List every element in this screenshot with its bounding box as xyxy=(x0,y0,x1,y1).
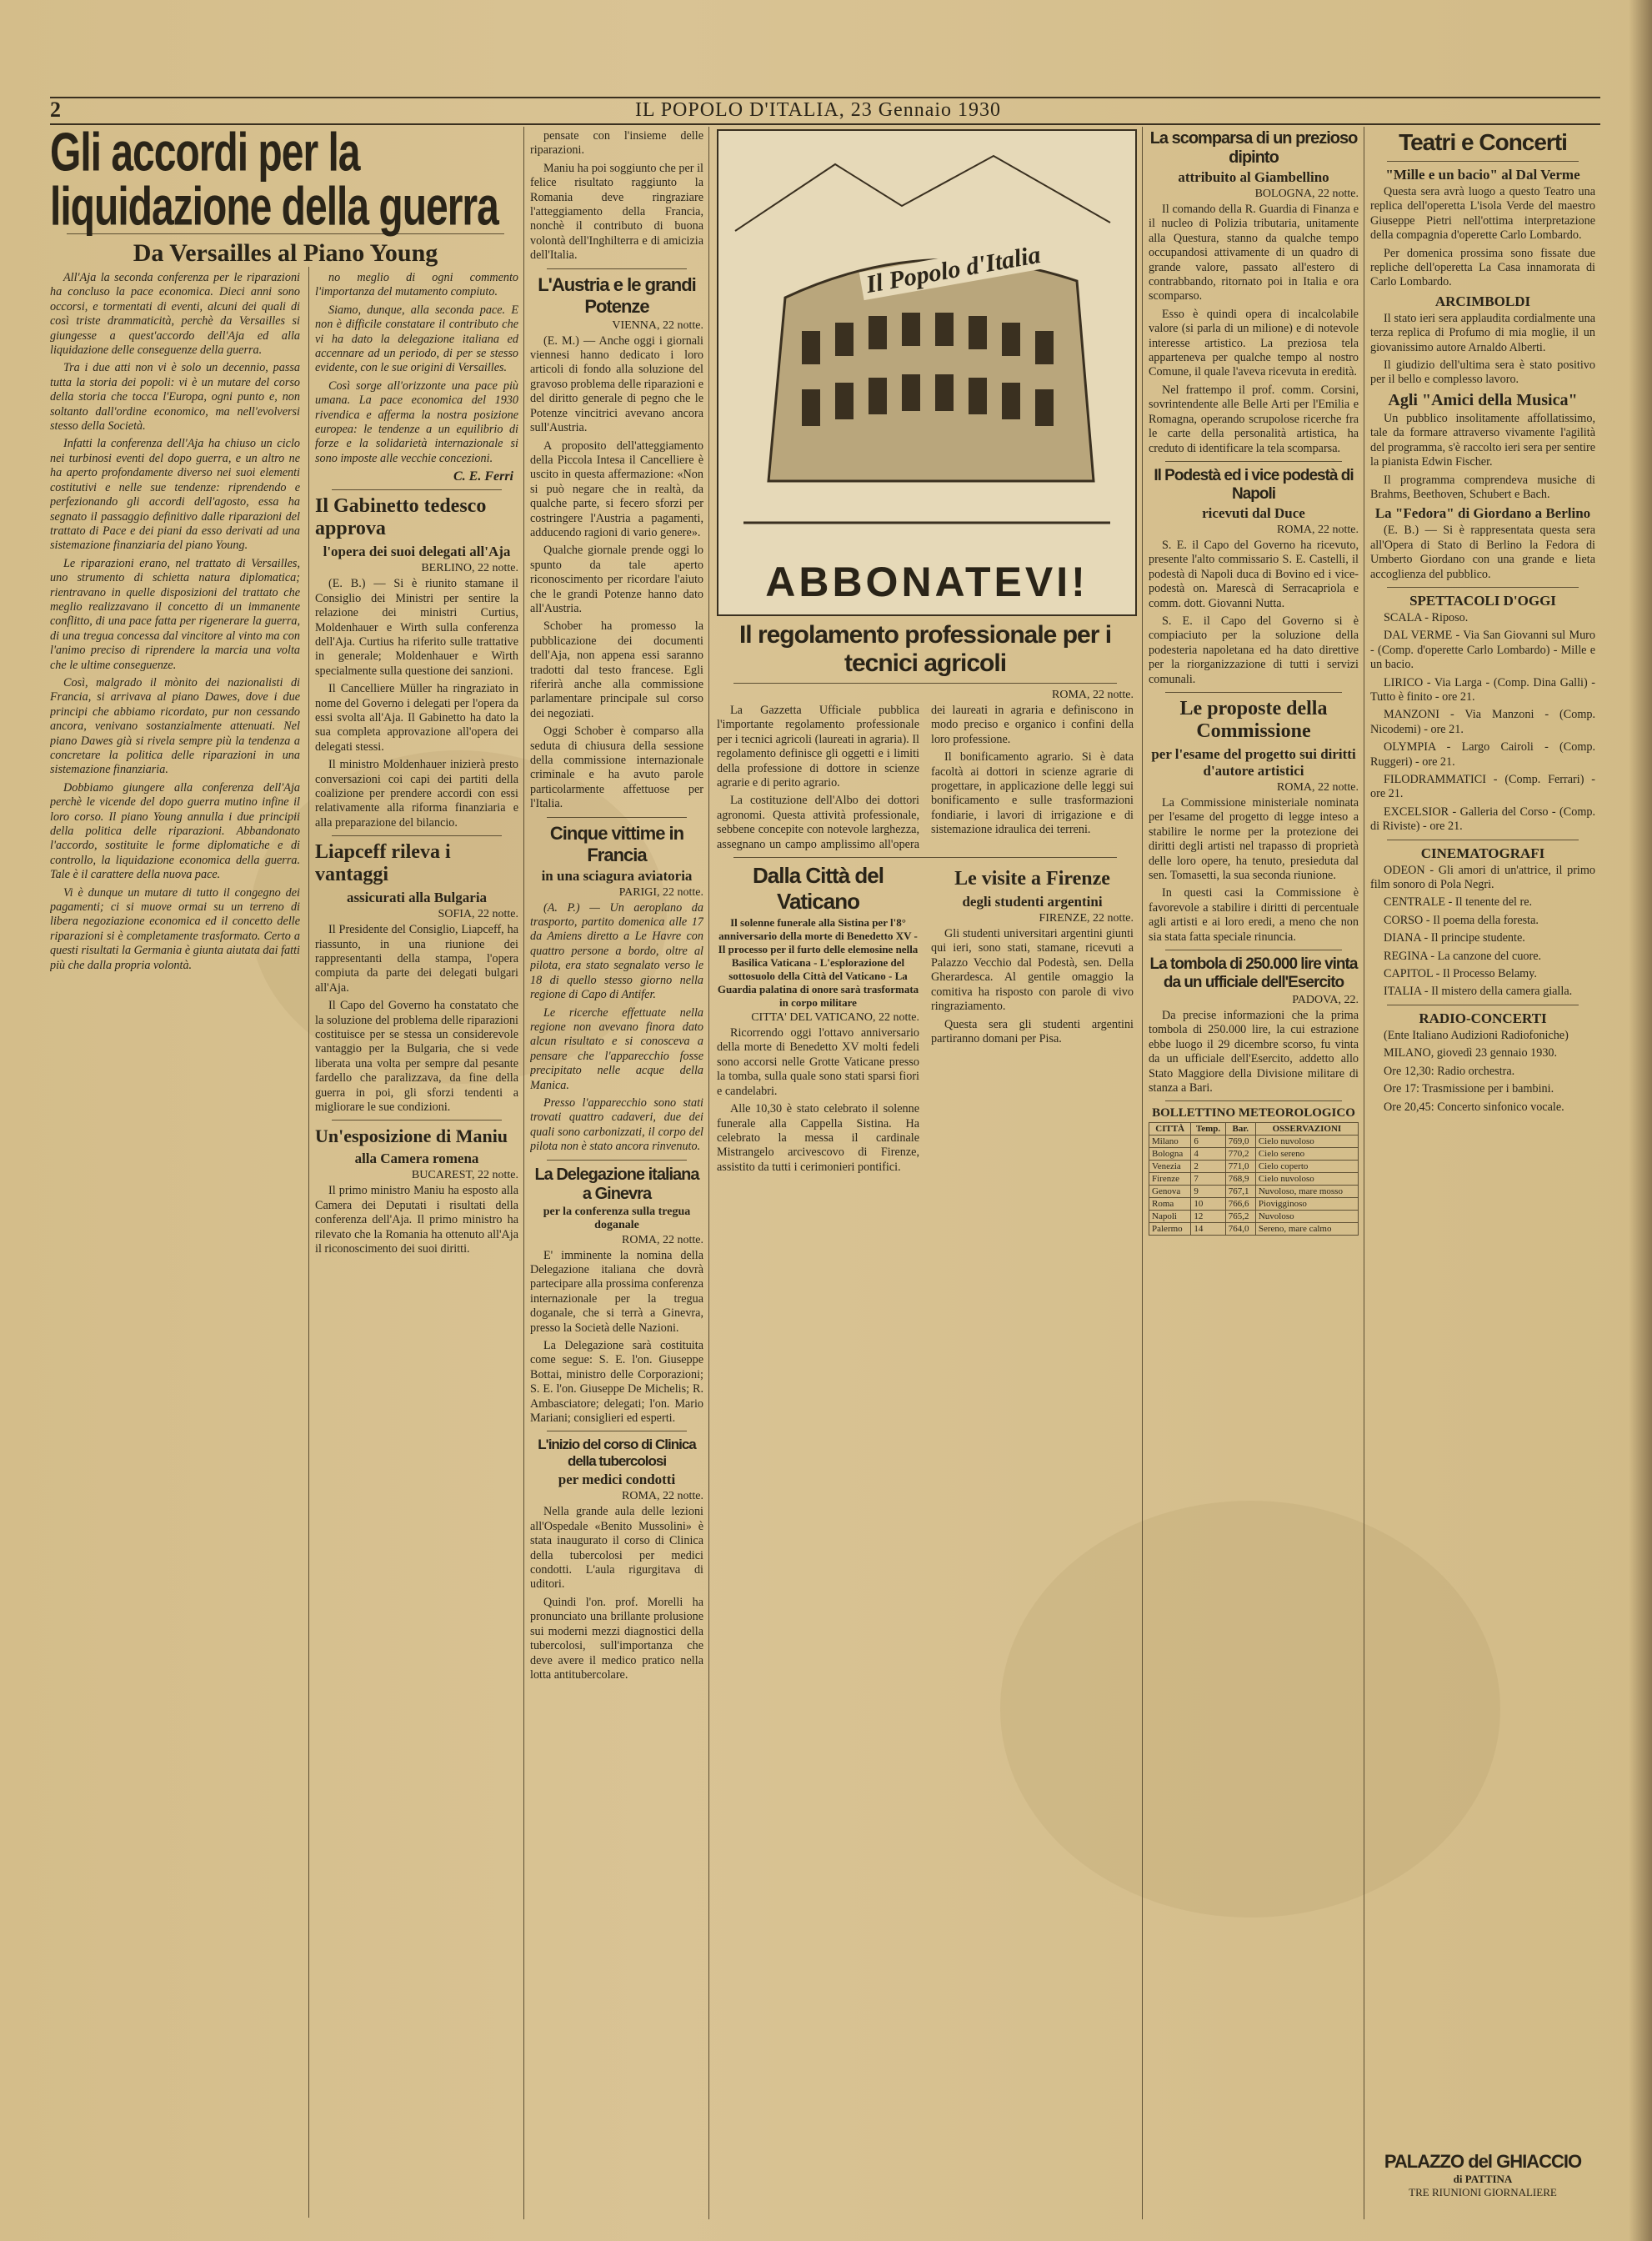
paragraph: In questi casi la Commissione è favorevole a stabilire i diritti di percentuale agli artisti e ai loro eredi, a meno che non sia stata fatta speciale rinuncia. xyxy=(1149,886,1359,944)
divider xyxy=(1165,692,1342,693)
listing-line: EXCELSIOR - Galleria del Corso - (Comp. di Riviste) - ore 21. xyxy=(1370,805,1595,834)
story-subhead: per l'esame del progetto sui diritti d'autore artistici xyxy=(1151,745,1356,779)
story-subhead: alla Camera romena xyxy=(354,1151,479,1167)
table-row xyxy=(1149,1198,1359,1211)
divider xyxy=(1165,461,1342,462)
story-headline: Il Gabinetto tedesco approva xyxy=(315,495,487,540)
listing-line: DIANA - Il principe studente. xyxy=(1384,931,1525,945)
paragraph: (E. B.) — Si è rappresentata questa sera all'Opera di Stato di Berlino la Fedora di Umberto Giordano con una grande e lieta accoglienza del pubblico. xyxy=(1370,524,1595,581)
table-cell: 766,6 xyxy=(1225,1198,1255,1211)
table-cell: 10 xyxy=(1191,1198,1225,1211)
table-row xyxy=(1149,1148,1359,1161)
table-cell: 768,9 xyxy=(1225,1173,1255,1186)
paragraph: Così sorge all'orizzonte una pace più umana. La pace economica del 1930 rivendica e afferma la nostra posizione europea: le tendenze a un equilibrio di forze e la solidarietà internazionale si sono imposte alle vecchie concezioni. xyxy=(315,379,518,465)
divider xyxy=(733,857,1117,858)
section-heading: "Mille e un bacio" al Dal Verme xyxy=(1385,167,1580,183)
lower-stories xyxy=(717,863,1134,1178)
table-cell: Sereno, mare calmo xyxy=(1255,1223,1358,1236)
ad-sub: di PATTINA xyxy=(1453,2173,1513,2185)
divider xyxy=(332,835,502,836)
subscription-poster xyxy=(717,129,1137,616)
top-rule xyxy=(50,123,1600,125)
vatican-story xyxy=(717,863,919,1178)
paragraph: Il Presidente del Consiglio, Liapceff, ha riassunto, in una riunione dei rappresentanti della stampa, l'opera compiuta da parte dei delegati bulgari all'Aja. xyxy=(315,923,518,995)
paragraph: (E. M.) — Anche oggi i giornali viennesi hanno dedicato i loro articoli di fondo alla soluzione del gravoso problema delle riparazioni e del diritto generale di pegno che le Potenze vincitrici avevano ancora sull'Austria. xyxy=(530,333,703,435)
table-cell: Cielo nuvoloso xyxy=(1255,1173,1358,1186)
paragraph: La Delegazione sarà costituita come segue: S. E. l'on. Giuseppe Bottai, ministro delle Corporazioni; S. E. l'on. Giuseppe De Michelis; R. Ambasciatore; delegati; l'on. Mario Mariani; consiglieri ed esperti. xyxy=(530,1339,703,1426)
paragraph: Gli studenti universitari argentini giunti qui ieri, sono stati, stamane, ricevuti a Palazzo Vecchio dal Podestà, sen. Della Gherardesca. Al gentile omaggio la comitiva ha risposto con parole di vivo ringraziamento. xyxy=(931,927,1134,1014)
column-3 xyxy=(530,129,703,2213)
paragraph: E' imminente la nomina della Delegazione italiana che dovrà partecipare alla prossima conferenza internazionale per la tregua doganale, che si terrà a Ginevra, presso la Società delle Nazioni. xyxy=(530,1248,703,1335)
story-subhead: in una sciagura aviatoria xyxy=(541,867,693,884)
table-cell: Milano xyxy=(1149,1136,1191,1148)
listing-line: Ore 20,45: Concerto sinfonico vocale. xyxy=(1384,1100,1564,1114)
listing-line: ITALIA - Il mistero della camera gialla. xyxy=(1384,985,1573,999)
story-headline: Le proposte della Commissione xyxy=(1179,697,1328,742)
dateline: FIRENZE, 22 notte. xyxy=(1039,912,1134,925)
column-2 xyxy=(315,271,518,2213)
dateline: BOLOGNA, 22 notte. xyxy=(1254,188,1359,200)
dateline: BERLINO, 22 notte. xyxy=(421,562,518,575)
paragraph: Un pubblico insolitamente affollatissimo, tale da formare attraverso vivamente l'agilità del programma, s'è raccolto ieri sera per sentire la pianista Edwin Fischer. xyxy=(1370,411,1595,469)
colosseum-illustration xyxy=(718,131,1135,548)
table-row xyxy=(1149,1161,1359,1173)
paragraph: Tra i due atti non vi è solo un decennio, passa tutta la storia dei popoli: vi è un mutare del corso della storia che tocca l'Europa, ogni punto e, non soltanto dall'ordine economico, ma nell'evolversi stesso della Società. xyxy=(50,361,300,434)
table-cell: 764,0 xyxy=(1225,1223,1255,1236)
paragraph: All'Aja la seconda conferenza per le riparazioni ha concluso la pace economica. Dieci anni sono occorsi, e tormentati di eventi, alcuni dei quali di così triste drammaticità, perchè da Versailles si giungesse a quest'accordo dell'Aja ed alla liquidazione delle conseguenze della guerra. xyxy=(50,271,300,358)
divider xyxy=(547,268,687,269)
paragraph: Il ministro Moldenhauer inizierà presto conversazioni coi capi dei partiti della coalizione per prendere accordi con essi relativamente alla riforma finanziaria e alla preparazione del bilancio. xyxy=(315,758,518,830)
table-cell: Genova xyxy=(1149,1186,1191,1198)
listing-line: CAPITOL - Il Processo Belamy. xyxy=(1384,967,1537,981)
column-1 xyxy=(50,271,300,2213)
column-rule xyxy=(1142,127,1143,2219)
poster-slogan: ABBONATEVI! xyxy=(765,559,1089,605)
table-cell: 12 xyxy=(1191,1211,1225,1223)
paragraph: Il giudizio dell'ultima sera è stato positivo per il bello e complesso lavoro. xyxy=(1370,358,1595,387)
florence-story xyxy=(931,863,1134,1178)
table-cell: 7 xyxy=(1191,1173,1225,1186)
paragraph: La Commissione ministeriale nominata per l'esame del progetto di legge inteso a stabilire le norme per la protezione dei diritti degli artisti nel trapasso di proprietà delle loro opere, ha tenuto, presieduta dal sen. Tomasetti, la sua seconda riunione. xyxy=(1149,795,1359,882)
table-cell: Cielo nuvoloso xyxy=(1255,1136,1358,1148)
paragraph: Il stato ieri sera applaudita cordialmente una terza replica di Profumo di mia moglie, il un giovanissimo autore Arnaldo Alberti. xyxy=(1370,311,1595,354)
listing-line: Ore 17: Trasmissione per i bambini. xyxy=(1384,1082,1554,1096)
paragraph: Alle 10,30 è stato celebrato il solenne funerale alla Cappella Sistina. Ha celebrato la messa il cardinale Mistrangelo arcivescovo di Firenze, assistito da tutti i cerimonieri pontifici. xyxy=(717,1102,919,1174)
paragraph: Dobbiamo giungere alla conferenza dell'Aja perchè le vicende del dopo guerra mutino infine il loro corso. Il piano Young annulla i due principii della politica delle riparazioni. Abbandonato l'accordo, sostituite le forme diplomatiche e di controllo, la liquidazione economica della guerra. Tale è il carattere della nuova pace. xyxy=(50,780,300,882)
section-heading: RADIO-CONCERTI xyxy=(1419,1010,1547,1026)
paragraph: Per domenica prossima sono fissate due repliche dell'operetta La Casa innamorata di Carlo Lombardo. xyxy=(1370,246,1595,289)
column-rule xyxy=(308,267,309,2218)
section-title: Teatri e Concerti xyxy=(1399,129,1567,155)
paragraph: Le riparazioni erano, nel trattato di Versailles, uno strumento di schietta natura diplomatica; rientravano in quelle disposizioni del trattato che meglio realizzavano il concetto di un immanente conflitto, di una pace fatta per rigenerare la guerra, di una tregua concessa dal vincitore al vinto ma con l'animo preciso di riprendere la marcia una volta che le ultime conseguenze. xyxy=(50,556,300,672)
meteo-title: BOLLETTINO METEOROLOGICO xyxy=(1152,1106,1355,1120)
paragraph: Schober ha promesso la pubblicazione dei documenti dell'Aja, non appena essi saranno tradotti dal testo francese. Egli riferirà anche alla commissione parlamentare principale sul corso dei negoziati. xyxy=(530,619,703,720)
ad-title: PALAZZO del GHIACCIO xyxy=(1384,2151,1582,2172)
lead-headline: Gli accordi per la liquidazione della guerra xyxy=(50,127,498,238)
paragraph: no meglio di ogni commento l'importanza del mutamento compiuto. xyxy=(315,271,518,299)
paragraph: Maniu ha poi soggiunto che per il felice risultato raggiunto la Romania deve ringraziare l'atteggiamento della Francia, nonchè il contributo di buona volontà dell'Inghilterra e di amicizia dell'Italia. xyxy=(530,161,703,263)
masthead xyxy=(50,98,1600,122)
listing-line: ODEON - Gli amori di un'attrice, il primo film sonoro di Pola Negri. xyxy=(1370,863,1595,892)
paragraph: Questa sera gli studenti argentini partiranno domani per Pisa. xyxy=(931,1017,1134,1045)
story-headline: L'Austria e le grandi Potenze xyxy=(538,273,696,317)
paragraph: Siamo, dunque, alla seconda pace. E non è difficile constatare il contributo che vi ha dato la delegazione italiana ed accennare ad un periodo, di per se stesso evidente, con le sue origini di Versailles. xyxy=(315,303,518,375)
section-heading: La "Fedora" di Giordano a Berlino xyxy=(1374,505,1591,522)
paragraph: S. E. il Capo del Governo ha ricevuto, presente l'alto commissario S. E. Castelli, il podestà di Napoli duca di Bovino ed i vice-podestà on. Marescà di Serracapriola e comm. dott. Giovanni Nutta. xyxy=(1149,538,1359,610)
table-cell: Venezia xyxy=(1149,1161,1191,1173)
table-cell: 771,0 xyxy=(1225,1161,1255,1173)
table-cell: 765,2 xyxy=(1225,1211,1255,1223)
table-cell: 6 xyxy=(1191,1136,1225,1148)
story-headline: Dalla Città del Vaticano xyxy=(753,863,884,915)
listing-line: MILANO, giovedì 23 gennaio 1930. xyxy=(1384,1046,1558,1060)
paragraph: Così, malgrado il mònito dei nazionalisti di Francia, si arrivava al piano Dawes, dove i due principi che abbiamo ricordato, pur non cessando ancora, venivano sostanzialmente attenuati. Nel piano Dawes già si rivela sempre più la tendenza a concretare la politica delle riparazioni in una sistemazione finanziaria. xyxy=(50,675,300,777)
dateline: CITTA' DEL VATICANO, 22 notte. xyxy=(751,1011,919,1025)
paragraph: pensate con l'insieme delle riparazioni. xyxy=(530,129,703,158)
weather-table xyxy=(1149,1122,1359,1236)
listing-line: (Ente Italiano Audizioni Radiofoniche) xyxy=(1384,1028,1569,1042)
column-rule xyxy=(708,127,709,2219)
table-cell: Cielo coperto xyxy=(1255,1161,1358,1173)
table-row xyxy=(1149,1136,1359,1148)
paragraph: Nel frattempo il prof. comm. Corsini, sovrintendente alle Belle Arti per l'Emilia e Romagna, operando scrupolose ricerche fra le carte della personalità artistica, ha creduto di identificare la tela scomparsa. xyxy=(1149,383,1359,455)
divider xyxy=(1387,161,1579,162)
author-signature: C. E. Ferri xyxy=(453,469,513,484)
story-headline: Il Podestà ed i vice podestà di Napoli xyxy=(1154,466,1354,503)
section-heading: ARCIMBOLDI xyxy=(1434,293,1531,309)
story-body xyxy=(717,704,1134,852)
story-subhead: Il solenne funerale alla Sistina per l'8° anniversario della morte di Benedetto XV - Il processo per il furto delle elemosine nella Basilica Vaticana - L'esplorazione del sottosuolo della Città del Vaticano - La Guardia palatina di onore sarà trasformata in corpo militare xyxy=(717,916,919,1010)
table-row xyxy=(1149,1186,1359,1198)
table-cell: 769,0 xyxy=(1225,1136,1255,1148)
story-subhead: assicurati alla Bulgaria xyxy=(346,890,488,906)
lead-subhead: Da Versailles al Piano Young xyxy=(133,239,438,267)
story-subhead: per medici condotti xyxy=(558,1471,676,1488)
column-6 xyxy=(1370,129,1595,2213)
divider xyxy=(547,1160,687,1161)
divider xyxy=(332,489,502,490)
dateline: ROMA, 22 notte. xyxy=(1277,523,1359,536)
section-heading: CINEMATOGRAFI xyxy=(1420,845,1545,861)
dateline: PADOVA, 22. xyxy=(1292,994,1359,1007)
table-cell: Cielo sereno xyxy=(1255,1148,1358,1161)
listing-line: MANZONI - Via Manzoni - (Comp. Nicodemi) - ore 21. xyxy=(1370,708,1595,736)
section-heading: Agli "Amici della Musica" xyxy=(1388,390,1578,409)
paragraph: La Gazzetta Ufficiale pubblica l'importante regolamento professionale per i tecnici agricoli (laureati in agraria). Il regolamento definisce gli oggetti e i limiti della professione di dottore in scienze agrarie e di perito agrario. xyxy=(717,704,919,790)
story-subhead: l'opera dei suoi delegati all'Aja xyxy=(323,544,511,560)
table-header-row xyxy=(1149,1123,1359,1136)
paragraph: S. E. il Capo del Governo si è compiaciuto per la soluzione della podesteria napoletana ed ha dato direttive per la riorganizzazione di tutti i servizi comunali. xyxy=(1149,614,1359,686)
paragraph: Le ricerche effettuate nella regione non avevano finora dato alcun risultato e si conosceva a pensare che l'apparecchio fosse precipitato nelle acque della Manica. xyxy=(530,1005,703,1092)
dateline: PARIGI, 22 notte. xyxy=(618,885,703,899)
listing-line: SCALA - Riposo. xyxy=(1384,610,1469,624)
listing-line: OLYMPIA - Largo Cairoli - (Comp. Ruggeri) - ore 21. xyxy=(1370,740,1595,769)
divider xyxy=(1387,587,1579,588)
page-number: 2 xyxy=(50,98,61,122)
story-headline: Le visite a Firenze xyxy=(954,868,1110,890)
listing-line: Ore 12,30: Radio orchestra. xyxy=(1384,1064,1515,1078)
story-headline: Cinque vittime in Francia xyxy=(549,822,684,865)
story-headline: La scomparsa di un prezioso dipinto xyxy=(1149,129,1358,167)
paragraph: Questa sera avrà luogo a questo Teatro una replica dell'operetta L'isola Verde del maestro Giuseppe Pietri nell'ottima interpretazione della compagnia d'operette Carlo Lombardo. xyxy=(1370,185,1595,243)
listing-line: DAL VERME - Via San Giovanni sul Muro - (Comp. d'operette Carlo Lombardo) - Mille e un bacio. xyxy=(1370,629,1595,672)
table-cell: Nuvoloso, mare mosso xyxy=(1255,1186,1358,1198)
ice-palace-ad xyxy=(1370,2151,1595,2218)
story-subhead: attribuito al Giambellino xyxy=(1178,169,1329,185)
paragraph: Nella grande aula delle lezioni all'Ospedale «Benito Mussolini» è stata inaugurato il corso di Clinica della tubercolosi per medici condotti. L'aula rigurgitava di uditori. xyxy=(530,1505,703,1592)
table-cell: 2 xyxy=(1191,1161,1225,1173)
divider xyxy=(547,817,687,818)
table-cell: 14 xyxy=(1191,1223,1225,1236)
table-row xyxy=(1149,1211,1359,1223)
column-header: OSSERVAZIONI xyxy=(1255,1123,1358,1136)
paragraph: Ricorrendo oggi l'ottavo anniversario della morte di Benedetto XV molti fedeli sono accorsi nelle Grotte Vaticane presso la tomba, sulla quale sono stati sparsi fiori e candelabri. xyxy=(717,1026,919,1098)
story-headline: Liapceff rileva i vantaggi xyxy=(315,841,451,886)
paragraph: Presso l'apparecchio sono stati trovati quattro cadaveri, due dei quali sono carbonizzati, il corpo del pilota non è stato ancora rinvenuto. xyxy=(530,1095,703,1154)
dateline: BUCAREST, 22 notte. xyxy=(411,1169,518,1182)
masthead-title: IL POPOLO D'ITALIA, 23 Gennaio 1930 xyxy=(634,98,1002,121)
column-header: CITTÀ xyxy=(1149,1123,1191,1136)
column-rule xyxy=(523,127,524,2219)
divider xyxy=(1165,1100,1342,1101)
story-headline: La tombola di 250.000 lire vinta da un ufficiale dell'Esercito xyxy=(1149,955,1358,992)
paragraph: La costituzione dell'Albo dei dottori agronomi. Questa attività professionale, sebbene concepite con notevole larghezza, assegnano un campo amplissimo all'opera dei laureati in agraria e definiscono in modo preciso e organico i confini della loro professione. xyxy=(717,704,1134,851)
table-cell: Palermo xyxy=(1149,1223,1191,1236)
paragraph: Infatti la conferenza dell'Aja ha chiuso un ciclo nei turbinosi eventi del dopo guerra, e un altro ne ha aperto profondamente diverso nei suoi elementi costitutivi e nelle sue tendenze: riprendendo e perfezionando gli accordi dell'agosto, essa ha segnato il passaggio definitivo dalle riparazioni del trattato di Pace e dei piani da esso derivati ad una sistemazione finanziaria del piano Young. xyxy=(50,437,300,553)
paragraph: (E. B.) — Si è riunito stamane il Consiglio dei Ministri per sentire la relazione dei ministri Curtius, Moldenhauer e Wirth sulla conferenza dell'Aja. Curtius ha riferito sulle trattative in generale; Moldenhauer e Wirth specialmente sulla questione dei sanzioni. xyxy=(315,577,518,678)
ad-line: TRE RIUNIONI GIORNALIERE xyxy=(1409,2186,1557,2198)
page-edge-shadow xyxy=(1629,0,1652,2241)
column-5 xyxy=(1149,129,1359,2213)
dateline: ROMA, 22 notte. xyxy=(1052,689,1134,701)
story-subhead: degli studenti argentini xyxy=(962,894,1103,910)
paragraph: A proposito dell'atteggiamento della Piccola Intesa il Cancelliere è uscito in questa affermazione: «Non si può negare che in realtà, da qualche parte, si fecero sforzi per costringere l'Austria a pagamenti, adducendo ragioni di vario genere». xyxy=(530,439,703,539)
paragraph: Il Cancelliere Müller ha ringraziato in nome del Governo i delegati per l'opera da essi svolta all'Aja. Il Gabinetto ha dato la sua completa approvazione all'opera dei delegati stessi. xyxy=(315,682,518,754)
lead-headline-block xyxy=(50,127,521,268)
paragraph: Il programma comprendeva musiche di Brahms, Beethoven, Schubert e Bach. xyxy=(1370,473,1595,501)
paragraph: Il Capo del Governo ha constatato che la soluzione del problema delle riparazioni costituisce per se stessa un considerevole vantaggio per la Bulgaria, che si vede liberata una volta per sempre dal pesante fardello che paralizzava, da fine della guerra in poi, gli sforzi tendenti a migliorare le sue condizioni. xyxy=(315,999,518,1115)
paragraph: Qualche giornale prende oggi lo spunto da tale aperto riconoscimento per ricordare l'aiuto che le grandi Potenze hanno dato all'Austria. xyxy=(530,544,703,615)
listing-line: CENTRALE - Il tenente del re. xyxy=(1384,895,1533,910)
column-header: Temp. xyxy=(1191,1123,1225,1136)
paragraph: Quindi l'on. prof. Morelli ha pronunciato una brillante prolusione sui moderni mezzi diagnostici della tubercolosi, sull'importanza che deve avere il medico pratico nella lotta antitubercolare. xyxy=(530,1595,703,1682)
table-cell: Firenze xyxy=(1149,1173,1191,1186)
poster-masthead: Il Popolo d'Italia xyxy=(859,240,1048,300)
paragraph: Esso è quindi opera di incalcolabile valore (si parla di un milione) e di notevole interesse artistico. La preziosa tela apparteneva per qualche tempo al nostro Comune, il quale l'aveva ricevuta in eredità. xyxy=(1149,307,1359,379)
table-cell: Roma xyxy=(1149,1198,1191,1211)
column-4 xyxy=(717,621,1134,2213)
table-cell: 4 xyxy=(1191,1148,1225,1161)
story-headline: La Delegazione italiana a Ginevra xyxy=(534,1165,699,1203)
section-heading: SPETTACOLI D'OGGI xyxy=(1409,592,1556,609)
dateline: VIENNA, 22 notte. xyxy=(612,318,703,332)
story-headline: Il regolamento professionale per i tecnici agricoli xyxy=(738,621,1112,677)
dateline: ROMA, 22 notte. xyxy=(622,1490,703,1503)
dateline: ROMA, 22 notte. xyxy=(622,1233,703,1246)
story-subhead: per la conferenza sulla tregua doganale xyxy=(543,1205,691,1231)
story-headline: Un'esposizione di Maniu xyxy=(315,1126,508,1147)
paragraph: (A. P.) — Un aeroplano da trasporto, partito domenica alle 17 da Amiens diretto a Le Havre con quattro persone a bordo, oltre al pilota, era stato segnalato verso le 18 di quello stesso giorno nella regione di Capo di Antifer. xyxy=(530,900,703,1002)
column-header: Bar. xyxy=(1225,1123,1255,1136)
paragraph: Il comando della R. Guardia di Finanza e il nucleo di Polizia tributaria, unitamente alla Questura, stanno da qualche tempo occupandosi attivamente di un quadro di grande valore, passato all'estero di contrabbando, ritornato poi in Italia e ora scomparso. xyxy=(1149,203,1359,303)
table-cell: 770,2 xyxy=(1225,1148,1255,1161)
table-cell: Bologna xyxy=(1149,1148,1191,1161)
divider xyxy=(733,683,1117,684)
table-cell: 767,1 xyxy=(1225,1186,1255,1198)
story-headline: L'inizio del corso di Clinica della tubercolosi xyxy=(538,1436,696,1470)
listing-line: CORSO - Il poema della foresta. xyxy=(1384,913,1539,927)
dateline: SOFIA, 22 notte. xyxy=(438,908,518,921)
table-cell: Piovigginoso xyxy=(1255,1198,1358,1211)
paragraph: Da precise informazioni che la prima tombola di 250.000 lire, la cui estrazione ebbe luogo il 29 dicembre scorso, fu vinta da un ufficiale dell'Esercito, addetto allo Stato Maggiore della Divisione militare di stanza a Bari. xyxy=(1149,1009,1359,1095)
paragraph: Il bonificamento agrario. Si è data facoltà ai dottori in scienze agrarie di progettare, in applicazione delle leggi sui bonificamento e sulle trasformazioni fondiarie, i lavori di irrigazione e di sistemazione idraulica dei terreni. xyxy=(931,750,1134,837)
table-row xyxy=(1149,1223,1359,1236)
listing-line: FILODRAMMATICI - (Comp. Ferrari) - ore 21. xyxy=(1370,773,1595,801)
table-cell: 9 xyxy=(1191,1186,1225,1198)
listing-line: LIRICO - Via Larga - (Comp. Dina Galli) - Tutto è finito - ore 21. xyxy=(1370,675,1595,704)
paragraph: Vi è dunque un mutare di tutto il congegno dei pagamenti; ci si muove ormai su un terreno di libera negoziazione economica ed il concetto delle riparazioni si è completamente trasformato. Certo a questi risultati la Germania è giunta aiutata dai fatti più che dalla propria volontà. xyxy=(50,885,300,972)
table-cell: Nuvoloso xyxy=(1255,1211,1358,1223)
listing-line: REGINA - La canzone del cuore. xyxy=(1384,949,1542,963)
paragraph: Il primo ministro Maniu ha esposto alla Camera dei Deputati i risultati della conferenza dell'Aja. Il primo ministro ha rilevato che la Romania ha ottenuto all'Aja il riconoscimento dei suoi diritti. xyxy=(315,1184,518,1256)
story-subhead: ricevuti dal Duce xyxy=(1202,504,1305,521)
table-row xyxy=(1149,1173,1359,1186)
dateline: ROMA, 22 notte. xyxy=(1277,780,1359,794)
table-cell: Napoli xyxy=(1149,1211,1191,1223)
paragraph: Oggi Schober è comparso alla seduta di chiusura della sessione della commissione internazionale criminale e ha avuto parole particolarmente affettuose per l'Italia. xyxy=(530,724,703,811)
